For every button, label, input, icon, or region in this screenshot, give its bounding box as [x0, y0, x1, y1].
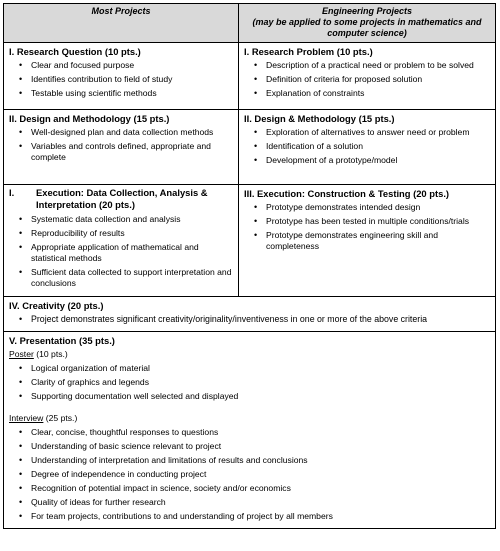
list-item: • Degree of independence in conducting project — [31, 469, 490, 480]
list-item: • Sufficient data collected to support interpretation and conclusions — [31, 267, 233, 289]
interview-points: (25 pts.) — [43, 413, 78, 423]
research-problem-list — [244, 60, 490, 99]
list-item: • Prototype demonstrates engineering skill and completeness — [266, 230, 490, 252]
execution-left-list — [9, 214, 233, 289]
design-methodology-left-title: II. Design and Methodology (15 pts.) — [9, 113, 170, 124]
execution-left-title-text: Execution: Data Collection, Analysis & Interpretation (20 pts.) — [36, 187, 208, 210]
list-item: • Project demonstrates significant creativity/originality/inventiveness in one or more of the above criteria — [31, 314, 490, 325]
design-methodology-right-list — [244, 127, 490, 166]
list-item: • Logical organization of material — [31, 363, 490, 374]
header-engineering-title: Engineering Projects — [321, 6, 413, 16]
header-engineering-note: (may be applied to some projects in mathematics and computer science) — [252, 17, 482, 38]
poster-points: (10 pts.) — [33, 349, 68, 359]
design-methodology-right-title: II. Design & Methodology (15 pts.) — [244, 113, 395, 124]
judging-rubric-table — [3, 3, 496, 529]
section-row-2 — [4, 110, 496, 185]
list-item: • Variables and controls defined, appropriate and complete — [31, 141, 233, 163]
header-most-projects: Most Projects — [4, 4, 239, 43]
design-methodology-left-cell — [4, 110, 239, 185]
presentation-cell — [4, 332, 496, 529]
poster-label: Poster — [9, 349, 34, 359]
design-methodology-left-list — [9, 127, 233, 163]
list-item: • Well-designed plan and data collection methods — [31, 127, 233, 138]
list-item: • Recognition of potential impact in science, society and/or economics — [31, 483, 490, 494]
list-item: • Clarity of graphics and legends — [31, 377, 490, 388]
header-engineering-projects — [239, 4, 496, 43]
research-question-list — [9, 60, 233, 99]
interview-subheading — [9, 413, 490, 424]
research-question-title: I. Research Question (10 pts.) — [9, 46, 141, 57]
research-problem-cell — [239, 43, 496, 110]
list-item: • For team projects, contributions to and understanding of project by all members — [31, 511, 490, 522]
list-item: • Supporting documentation well selected and displayed — [31, 391, 490, 402]
section-row-5 — [4, 332, 496, 529]
poster-subheading — [9, 349, 490, 360]
research-question-cell — [4, 43, 239, 110]
creativity-cell — [4, 297, 496, 332]
list-item: • Definition of criteria for proposed solution — [266, 74, 490, 85]
interview-label: Interview — [9, 413, 44, 423]
list-item: • Clear, concise, thoughtful responses to questions — [31, 427, 490, 438]
list-item: • Prototype has been tested in multiple conditions/trials — [266, 216, 490, 227]
execution-right-cell — [239, 185, 496, 297]
list-item: • Clear and focused purpose — [31, 60, 233, 71]
header-row — [4, 4, 496, 43]
list-item: • Reproducibility of results — [31, 228, 233, 239]
list-item: • Exploration of alternatives to answer need or problem — [266, 127, 490, 138]
list-item: • Explanation of constraints — [266, 88, 490, 99]
execution-right-title: III. Execution: Construction & Testing (20 pts.) — [244, 188, 450, 199]
execution-right-list — [244, 202, 490, 252]
list-item: • Prototype demonstrates intended design — [266, 202, 490, 213]
design-methodology-right-cell — [239, 110, 496, 185]
list-item: • Identification of a solution — [266, 141, 490, 152]
section-row-1 — [4, 43, 496, 110]
execution-left-number: I. — [9, 187, 15, 198]
list-item: • Understanding of interpretation and limitations of results and conclusions — [31, 455, 490, 466]
list-item: • Systematic data collection and analysis — [31, 214, 233, 225]
execution-left-cell — [4, 185, 239, 297]
poster-list — [9, 363, 490, 402]
list-item: • Quality of ideas for further research — [31, 497, 490, 508]
presentation-title: V. Presentation (35 pts.) — [9, 335, 115, 346]
execution-left-title — [9, 187, 233, 211]
list-item: • Description of a practical need or problem to be solved — [266, 60, 490, 71]
research-problem-title: I. Research Problem (10 pts.) — [244, 46, 373, 57]
creativity-list — [9, 314, 490, 325]
list-item: • Identifies contribution to field of study — [31, 74, 233, 85]
list-item: • Development of a prototype/model — [266, 155, 490, 166]
list-item: • Appropriate application of mathematical and statistical methods — [31, 242, 233, 264]
section-row-3 — [4, 185, 496, 297]
creativity-title: IV. Creativity (20 pts.) — [9, 300, 104, 311]
list-item: • Testable using scientific methods — [31, 88, 233, 99]
section-row-4 — [4, 297, 496, 332]
interview-list — [9, 427, 490, 522]
list-item: • Understanding of basic science relevant to project — [31, 441, 490, 452]
